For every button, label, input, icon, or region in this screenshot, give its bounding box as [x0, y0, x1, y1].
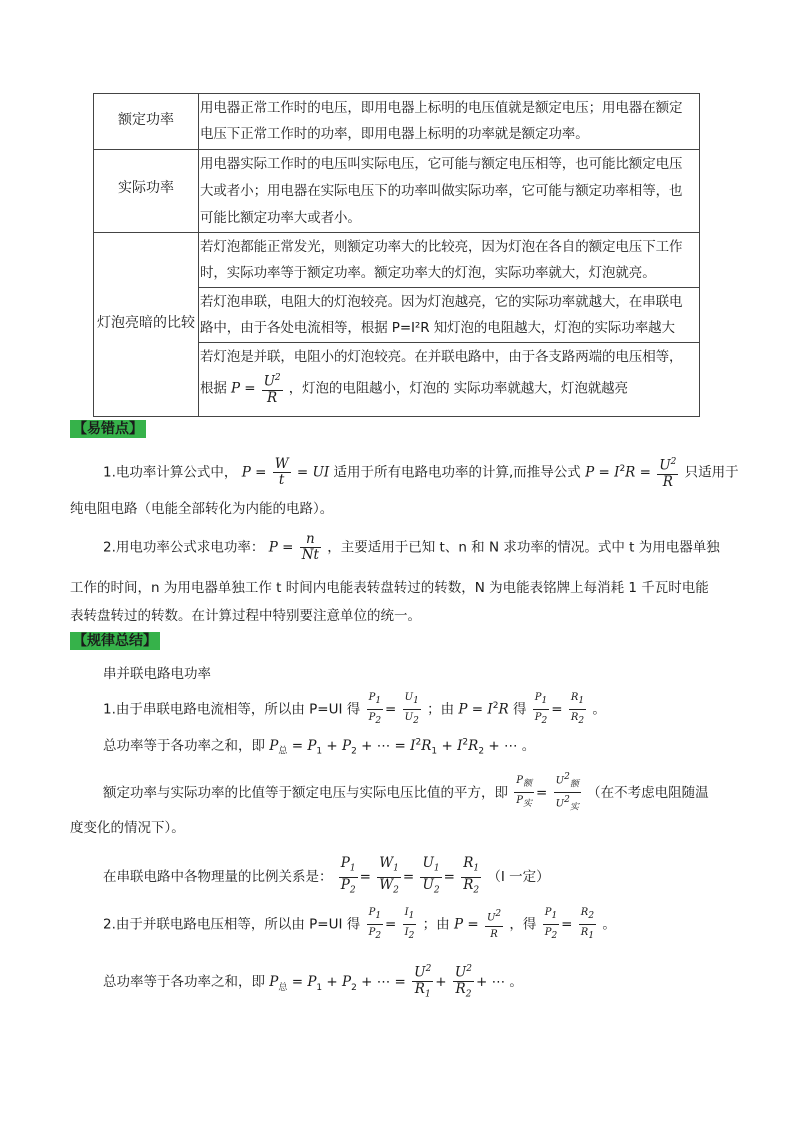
paragraph-line: 额定功率与实际功率的比值等于额定电压与实际电压比值的平方，即 $\frac{P_额}{P_实}$ = $\frac{U^2_额}{U^2_实}$ （在不考虑电阻随温 — [103, 770, 709, 816]
text-line: 大或者小；用电器在实际电压下的功率叫做实际功率，它可能与额定功率相等，也 — [200, 183, 683, 199]
text-fragment: 根据 — [200, 380, 227, 397]
text-fragment: 2.由于并联电路电压相等，所以由 P=UI 得 — [103, 916, 361, 933]
formula-fraction: $\frac{W_1}{W_2}$ — [379, 855, 399, 896]
formula-fraction: $\frac{U^2}{R}$ — [263, 373, 281, 406]
formula-fraction: $\frac{P_1}{P_2}$ — [368, 692, 382, 726]
table-row-label: 实际功率 — [118, 180, 174, 196]
text-fragment: （I 一定） — [487, 869, 550, 886]
text-fragment: ；由 — [427, 701, 455, 718]
formula-fraction: $\frac{U^2}{R_1}$ — [414, 964, 432, 1000]
section-heading-rules: 【规律总结】 — [70, 632, 160, 650]
paragraph-line: 2.用电功率公式求电功率： P = $\frac{n}{Nt}$ ，主要适用于已知 t、n 和 N 求功率的情况。式中 t 为用电器单独 — [103, 531, 720, 563]
text-fragment: 1.由于串联电路电流相等，所以由 P=UI 得 — [103, 701, 361, 718]
definition-table — [93, 93, 700, 417]
subtitle: 串并联电路电功率 — [103, 666, 211, 682]
table-row-label: 灯泡亮暗的比较 — [97, 315, 195, 331]
formula-fraction: $\frac{I_1}{I_2}$ — [404, 907, 415, 941]
column-divider — [198, 94, 199, 416]
text-fragment: 1.电功率计算公式中， — [103, 464, 238, 481]
text-line: 根据 P = $\frac{U^2}{R}$ ，灯泡的电阻越小，灯泡的 实际功率就越大，灯泡就越亮 — [200, 373, 628, 406]
table-row-label: 额定功率 — [118, 112, 174, 128]
paragraph-line: 表转盘转过的转数。在计算过程中特别要注意单位的统一。 — [70, 608, 421, 624]
paragraph-line: 工作的时间，n 为用电器单独工作 t 时间内电能表转盘转过的转数，N 为电能表铭牌上每消耗 1 千瓦时电能 — [70, 580, 709, 596]
formula-fraction: $\frac{R_1}{R_2}$ — [463, 855, 480, 896]
text-line: 可能比额定功率大或者小。 — [200, 210, 361, 226]
text-line: 用电器实际工作时的电压叫实际电压，它可能与额定电压相等，也可能比额定电压 — [200, 156, 683, 172]
formula-fraction: $\frac{P_1}{P_2}$ — [544, 907, 558, 941]
text-fragment: 适用于所有电路电功率的计算,而推导公式 — [333, 464, 581, 481]
formula-fraction: $\frac{W}{t}$ — [274, 455, 289, 488]
formula-fraction: $\frac{U_1}{U_2}$ — [422, 855, 440, 896]
formula-fraction: $\frac{n}{Nt}$ — [301, 531, 319, 563]
text-fragment: ；由 — [422, 916, 450, 933]
text-fragment: 。 — [592, 701, 606, 718]
formula-fraction: $\frac{U^2}{R}$ — [486, 909, 502, 940]
text-line: 若灯泡串联，电阻大的灯泡较亮。因为灯泡越亮，它的实际功率就越大，在串联电 — [200, 294, 683, 310]
text-line: 时，实际功率等于额定功率。额定功率大的灯泡，实际功率就大，灯泡就亮。 — [200, 265, 656, 281]
formula-fraction: $\frac{P_1}{P_2}$ — [368, 907, 382, 941]
formula-fraction: $\frac{U^2}{R_2}$ — [454, 964, 473, 1000]
formula-fraction: $\frac{P_额}{P_实}$ — [516, 775, 533, 810]
paragraph-line: 度变化的情况下）。 — [70, 820, 185, 836]
paragraph-line: 总功率等于各功率之和，即 $P_总 = P_1 + P_2$ + ⋯ = $I^2R_1 + I^2R_2$ + ⋯ 。 — [103, 737, 536, 757]
paragraph-line: 在串联电路中各物理量的比例关系是： $\frac{P_1}{P_2}$ = $\frac{W_1}{W_2}$ = $\frac{U_1}{U_2}$ = $\frac{R_1}{R_2}$ （I 一定） — [103, 856, 550, 898]
text-fragment: （在不考虑电阻随温 — [587, 784, 709, 801]
text-fragment: ，主要适用于已知 t、n 和 N 求功率的情况。式中 t 为用电器单独 — [327, 539, 720, 556]
text-line: 若灯泡都能正常发光，则额定功率大的比较亮，因为灯泡在各自的额定电压下工作 — [200, 239, 683, 255]
formula-fraction: $\frac{U^2}{R}$ — [659, 457, 677, 490]
paragraph-line: 纯电阻电路（电能全部转化为内能的电路）。 — [70, 501, 334, 517]
text-fragment: 只适用于 — [684, 464, 739, 481]
formula-fraction: $\frac{P_1}{P_2}$ — [534, 692, 548, 726]
paragraph-line: 1.由于串联电路电流相等，所以由 P=UI 得 $\frac{P_1}{P_2}$ = $\frac{U_1}{U_2}$ ；由 $P = I^2R$ 得 $\frac{P_1}{P_2}$ = $\frac{R_1}{R_2}$ 。 — [103, 690, 606, 729]
formula-fraction: $\frac{P_1}{P_2}$ — [340, 855, 356, 896]
text-fragment: 在串联电路中各物理量的比例关系是： — [103, 869, 333, 886]
text-fragment: 总功率等于各功率之和，即 — [103, 738, 265, 754]
text-fragment: 总功率等于各功率之和，即 — [103, 974, 265, 991]
text-fragment: ，灯泡的电阻越小，灯泡的 实际功率就越大，灯泡就越亮 — [288, 380, 628, 397]
text-fragment: 额定功率与实际功率的比值等于额定电压与实际电压比值的平方，即 — [103, 784, 508, 801]
text-fragment: 2.用电功率公式求电功率： — [103, 539, 265, 556]
section-heading-errors: 【易错点】 — [70, 420, 146, 438]
text-fragment: ，得 — [509, 916, 537, 933]
paragraph-line: 2.由于并联电路电压相等，所以由 P=UI 得 $\frac{P_1}{P_2}$ = $\frac{I_1}{I_2}$ ；由 P = $\frac{U^2}{R}$ ，得 $\frac{P_1}{P_2}$ = $\frac{R_2}{R_1}$ 。 — [103, 905, 616, 944]
text-line: 用电器正常工作时的电压，即用电器上标明的电压值就是额定电压；用电器在额定 — [200, 100, 683, 116]
formula-fraction: $\frac{R_2}{R_1}$ — [580, 907, 595, 941]
formula-fraction: $\frac{U_1}{U_2}$ — [404, 692, 419, 726]
paragraph-line: 1.电功率计算公式中， P = $\frac{W}{t}$ = UI 适用于所有电路电功率的计算,而推导公式 $P = I^2R$ = $\frac{U^2}{R}$ 只适用于 — [103, 455, 739, 490]
text-fragment: 得 — [512, 701, 527, 718]
text-line: 电压下正常工作时的功率，即用电器上标明的功率就是额定功率。 — [200, 126, 589, 142]
formula-fraction: $\frac{U^2_额}{U^2_实}$ — [555, 772, 579, 813]
text-fragment: 。 — [602, 916, 616, 933]
paragraph-line: 总功率等于各功率之和，即 $P_总 = P_1 + P_2$ + ⋯ = $\frac{U^2}{R_1}$ + $\frac{U^2}{R_2}$ + ⋯ 。 — [103, 962, 523, 1002]
text-line: 路中，由于各处电流相等，根据 P=I²R 知灯泡的电阻越大，灯泡的实际功率越大 — [200, 320, 675, 336]
text-line: 若灯泡是并联，电阻小的灯泡较亮。在并联电路中，由于各支路两端的电压相等， — [200, 349, 683, 365]
formula-fraction: $\frac{R_1}{R_2}$ — [570, 692, 585, 726]
